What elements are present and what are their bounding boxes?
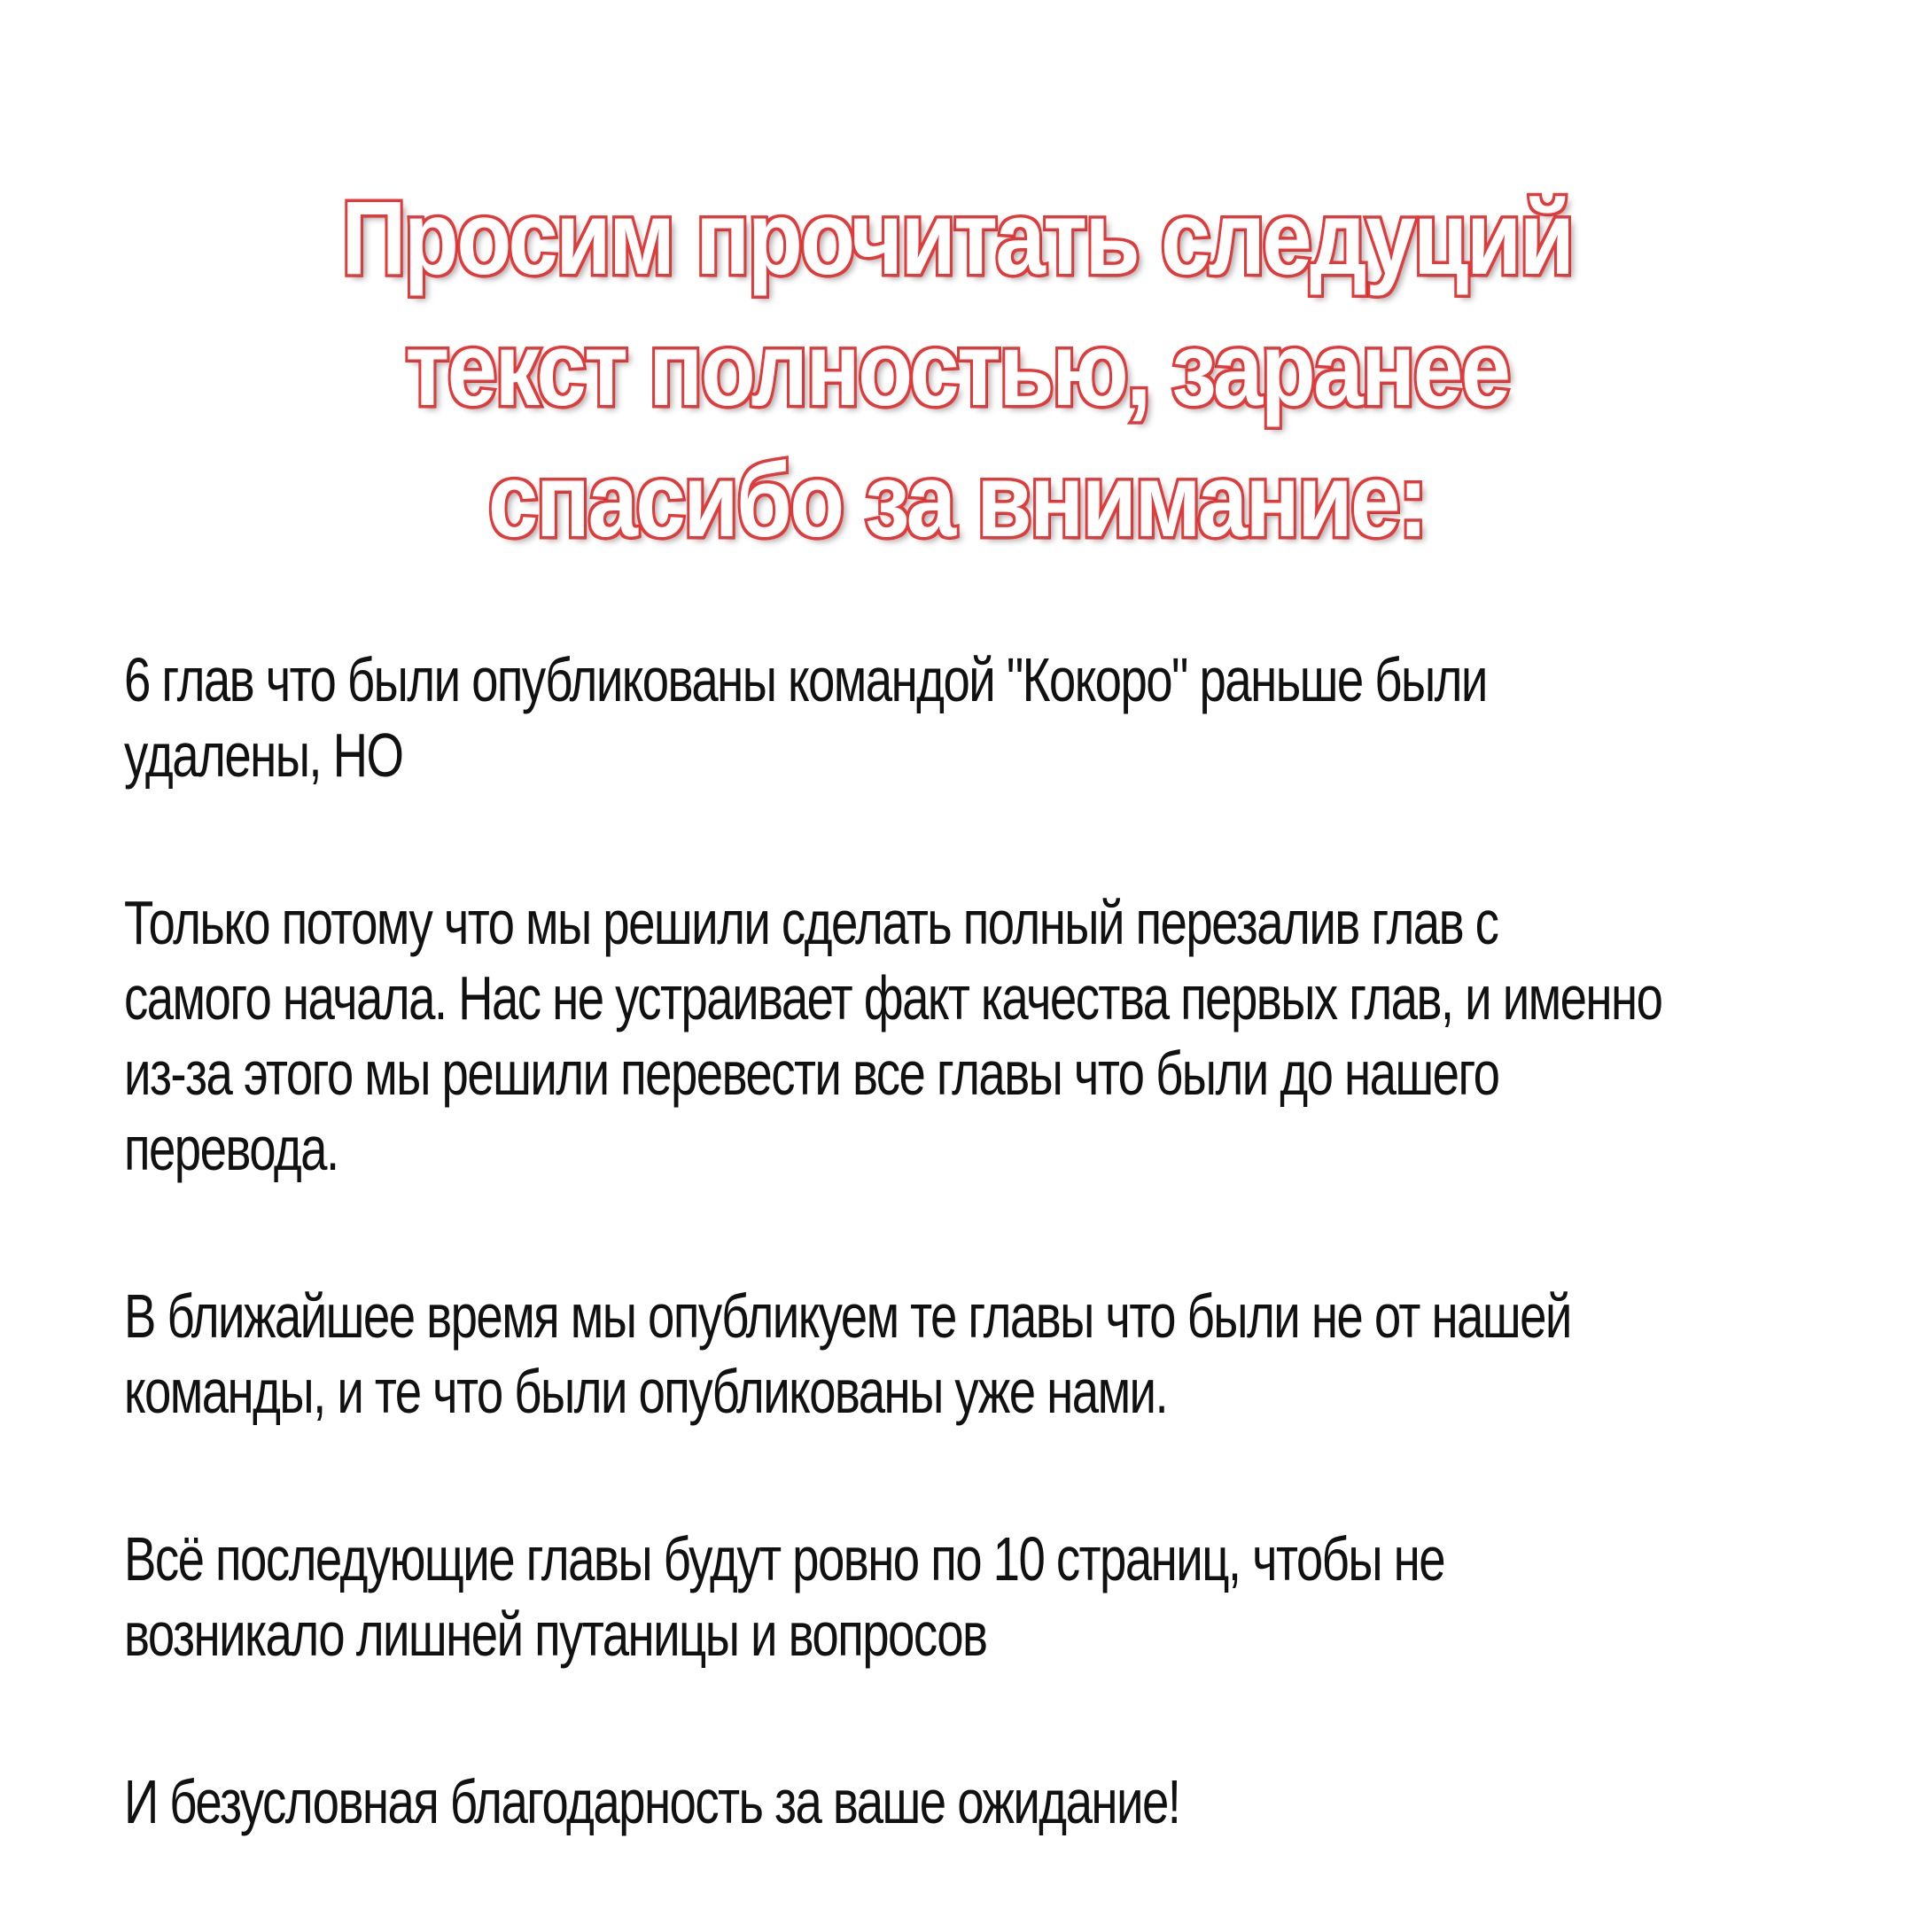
paragraph-reupload-reason: Только потому что мы решили сделать полный перезалив глав с самого начала. Нас не устраивает факт качества первых глав, и именно из-за этого мы решили перевести все главы что были до нашего перевода. <box>124 888 1662 1183</box>
paragraph-chapter-length: Всё последующие главы будут ровно по 10 страниц, чтобы не возникало лишней путаницы и вопросов <box>124 1524 1445 1669</box>
paragraph-thanks: И безусловная благодарность за ваше ожидание! <box>124 1767 1180 1836</box>
headline-line-1: Просим прочитать следуций <box>341 180 1573 297</box>
headline-line-3: спасибо за внимание: <box>487 442 1427 559</box>
headline <box>160 173 1754 566</box>
paragraph-deleted-chapters: 6 глав что были опубликованы командой "Кокоро" раньше были удалены, НО <box>124 645 1487 790</box>
notice-body <box>124 643 1896 1932</box>
headline-line-2: текст полностью, заранее <box>405 311 1509 428</box>
paragraph-upcoming-publication: В ближайшее время мы опубликуем те главы что были не от нашей команды, и те что были опубликованы уже нами. <box>124 1282 1571 1426</box>
